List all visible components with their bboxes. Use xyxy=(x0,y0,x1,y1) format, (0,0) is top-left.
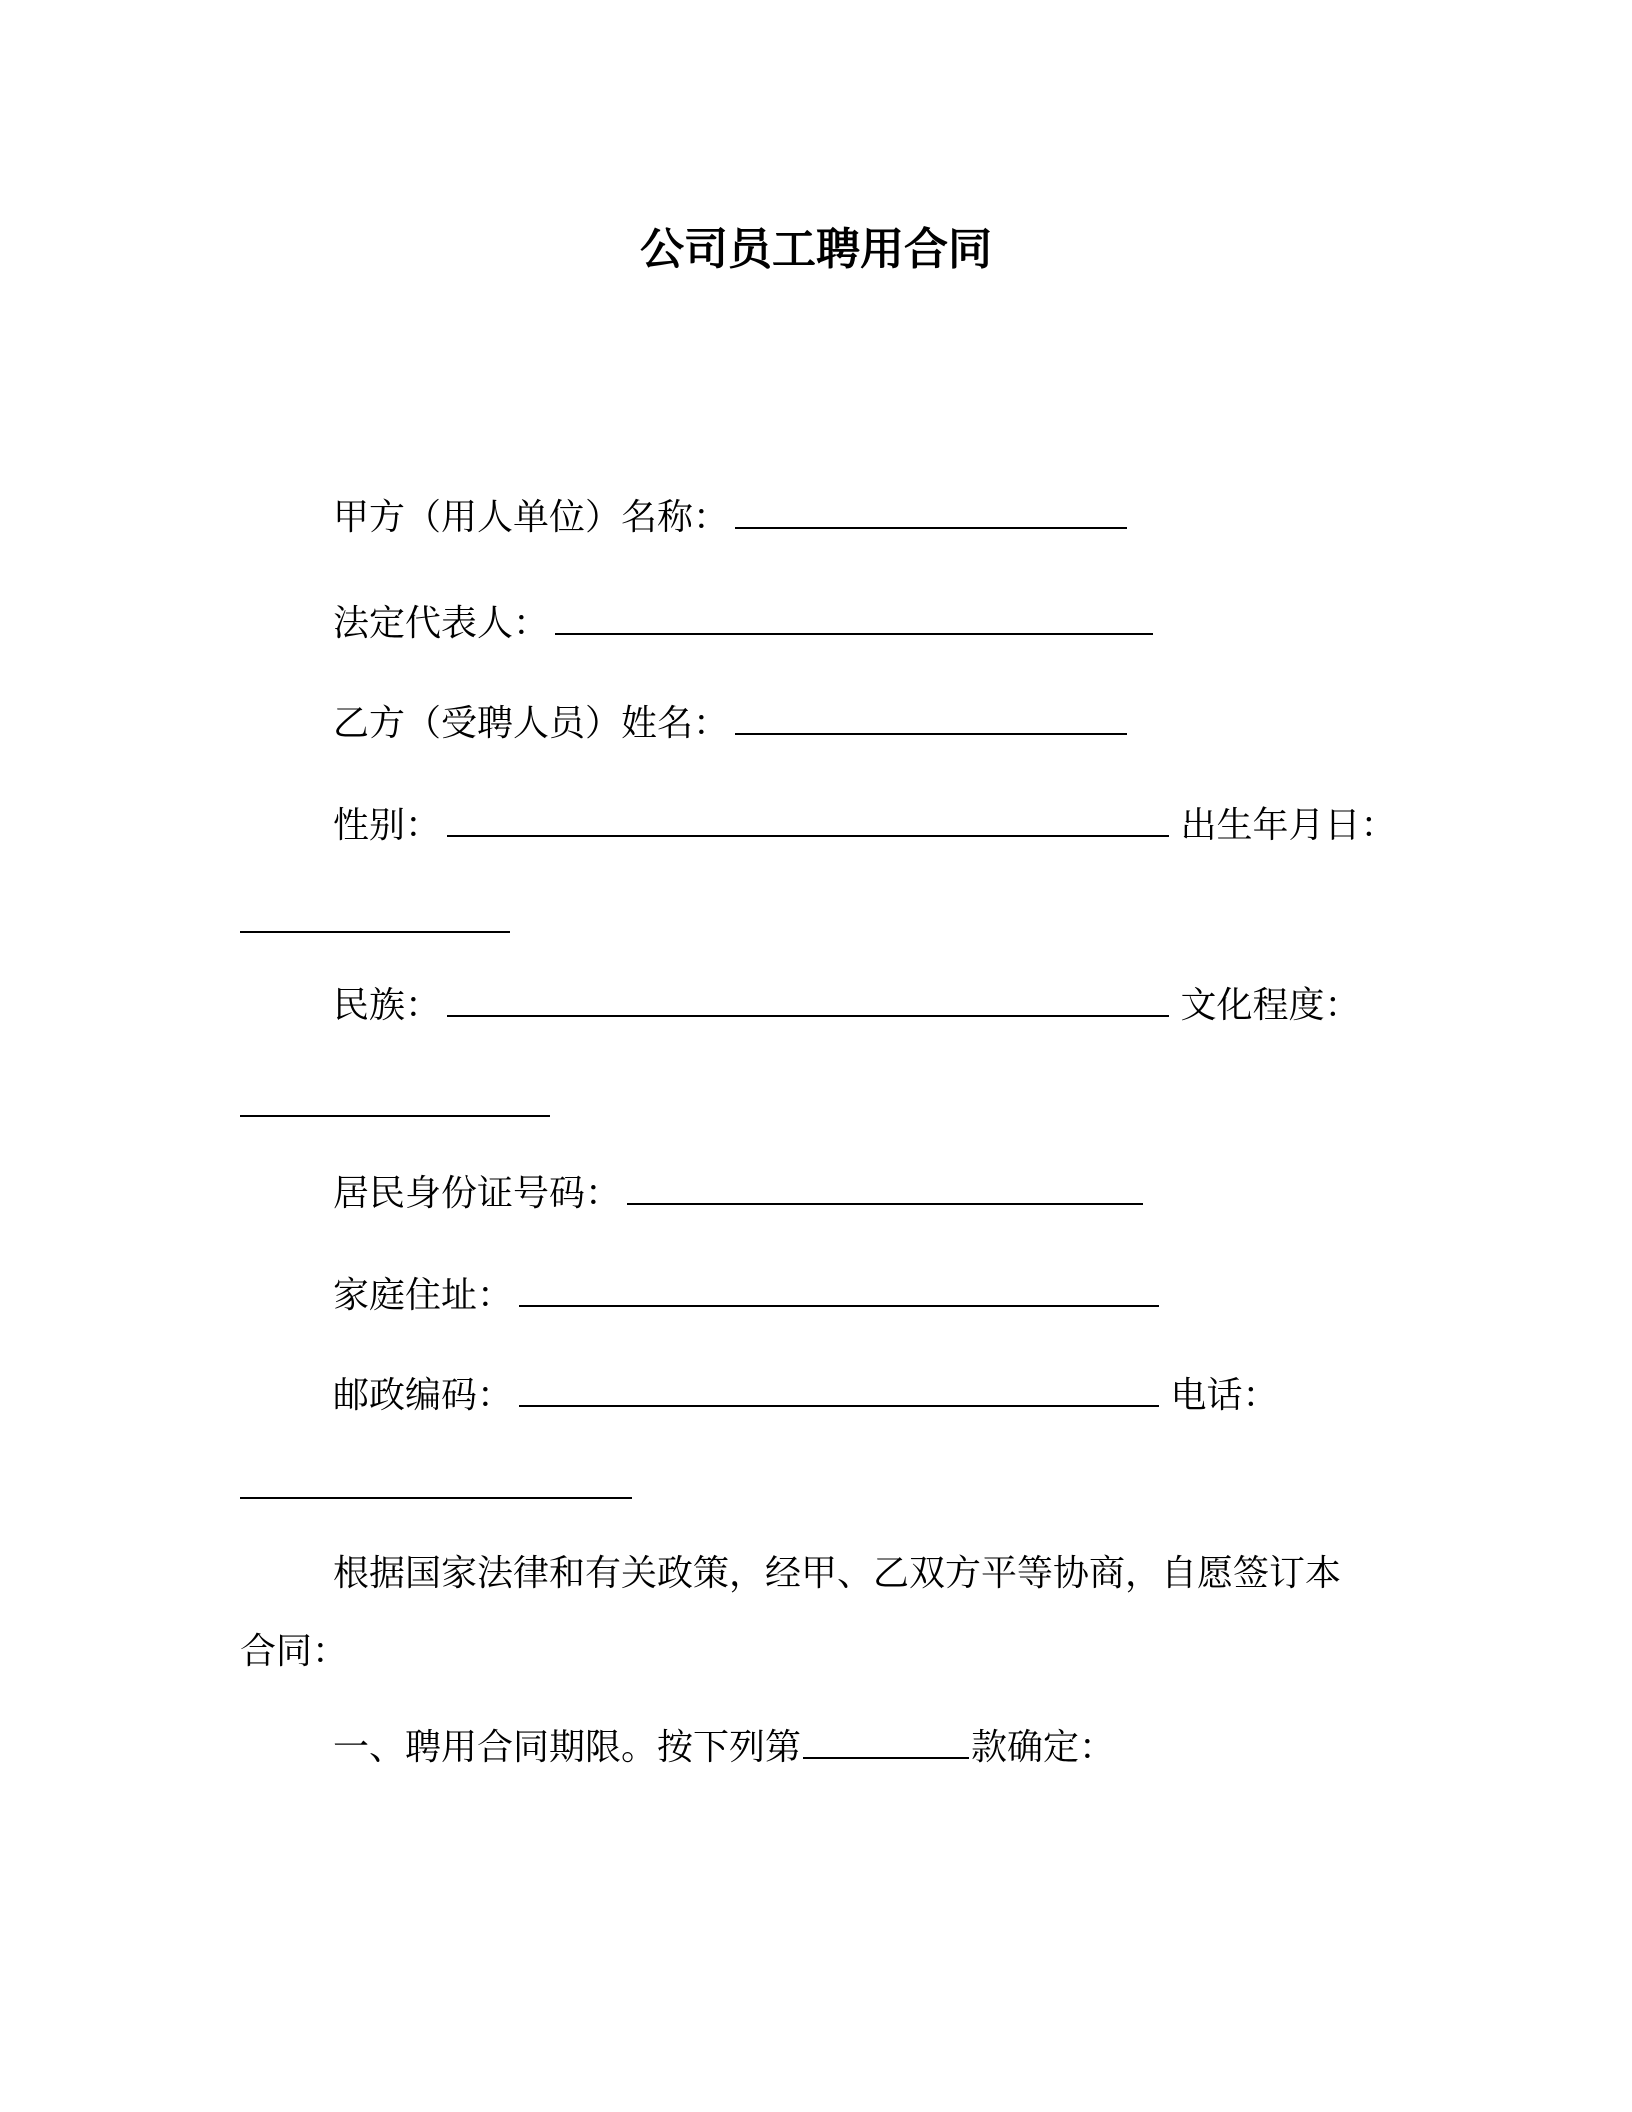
field-label: 法定代表人： xyxy=(333,603,550,644)
preamble-line-1: 根据国家法律和有关政策，经甲、乙双方平等协商，自愿签订本 xyxy=(333,1553,1342,1594)
field-label: 居民身份证号码： xyxy=(333,1173,622,1214)
preamble-line-2: 合同： xyxy=(240,1631,349,1672)
page-title: 公司员工聘用合同 xyxy=(640,224,992,275)
field-label: 家庭住址： xyxy=(333,1275,514,1316)
clause-1-blank[interactable] xyxy=(803,1727,969,1759)
party-a-name-blank[interactable] xyxy=(735,497,1127,529)
field-home-address xyxy=(333,1272,1159,1320)
field-ethnicity xyxy=(333,982,1360,1030)
field-phone-continued xyxy=(240,1464,632,1512)
birth-date-blank[interactable] xyxy=(240,901,510,933)
postal-code-blank[interactable] xyxy=(519,1375,1159,1407)
field-gender xyxy=(333,802,1396,850)
field-legal-representative xyxy=(333,600,1153,648)
field-birth-date-continued xyxy=(240,898,510,946)
legal-representative-blank[interactable] xyxy=(555,603,1153,635)
field-label: 文化程度： xyxy=(1180,985,1361,1026)
field-label: 乙方（受聘人员）姓名： xyxy=(333,703,730,744)
education-blank[interactable] xyxy=(240,1085,550,1117)
clause-1 xyxy=(333,1724,1115,1772)
field-label: 甲方（用人单位）名称： xyxy=(333,497,730,538)
home-address-blank[interactable] xyxy=(519,1275,1159,1307)
party-b-name-blank[interactable] xyxy=(735,703,1127,735)
field-label: 电话： xyxy=(1170,1375,1279,1416)
field-id-number xyxy=(333,1170,1143,1218)
clause-1-prefix: 一、聘用合同期限。按下列第 xyxy=(333,1727,802,1768)
field-label: 民族： xyxy=(333,985,442,1026)
field-label: 邮政编码： xyxy=(333,1375,514,1416)
gender-blank[interactable] xyxy=(447,805,1169,837)
field-label: 性别： xyxy=(333,805,442,846)
id-number-blank[interactable] xyxy=(627,1173,1143,1205)
field-education-continued xyxy=(240,1082,550,1130)
field-party-a-name xyxy=(333,494,1127,542)
field-label: 出生年月日： xyxy=(1180,805,1397,846)
field-postal-code xyxy=(333,1372,1278,1420)
clause-1-suffix: 款确定： xyxy=(971,1727,1116,1768)
field-party-b-name xyxy=(333,700,1127,748)
phone-blank[interactable] xyxy=(240,1467,632,1499)
ethnicity-blank[interactable] xyxy=(447,985,1169,1017)
